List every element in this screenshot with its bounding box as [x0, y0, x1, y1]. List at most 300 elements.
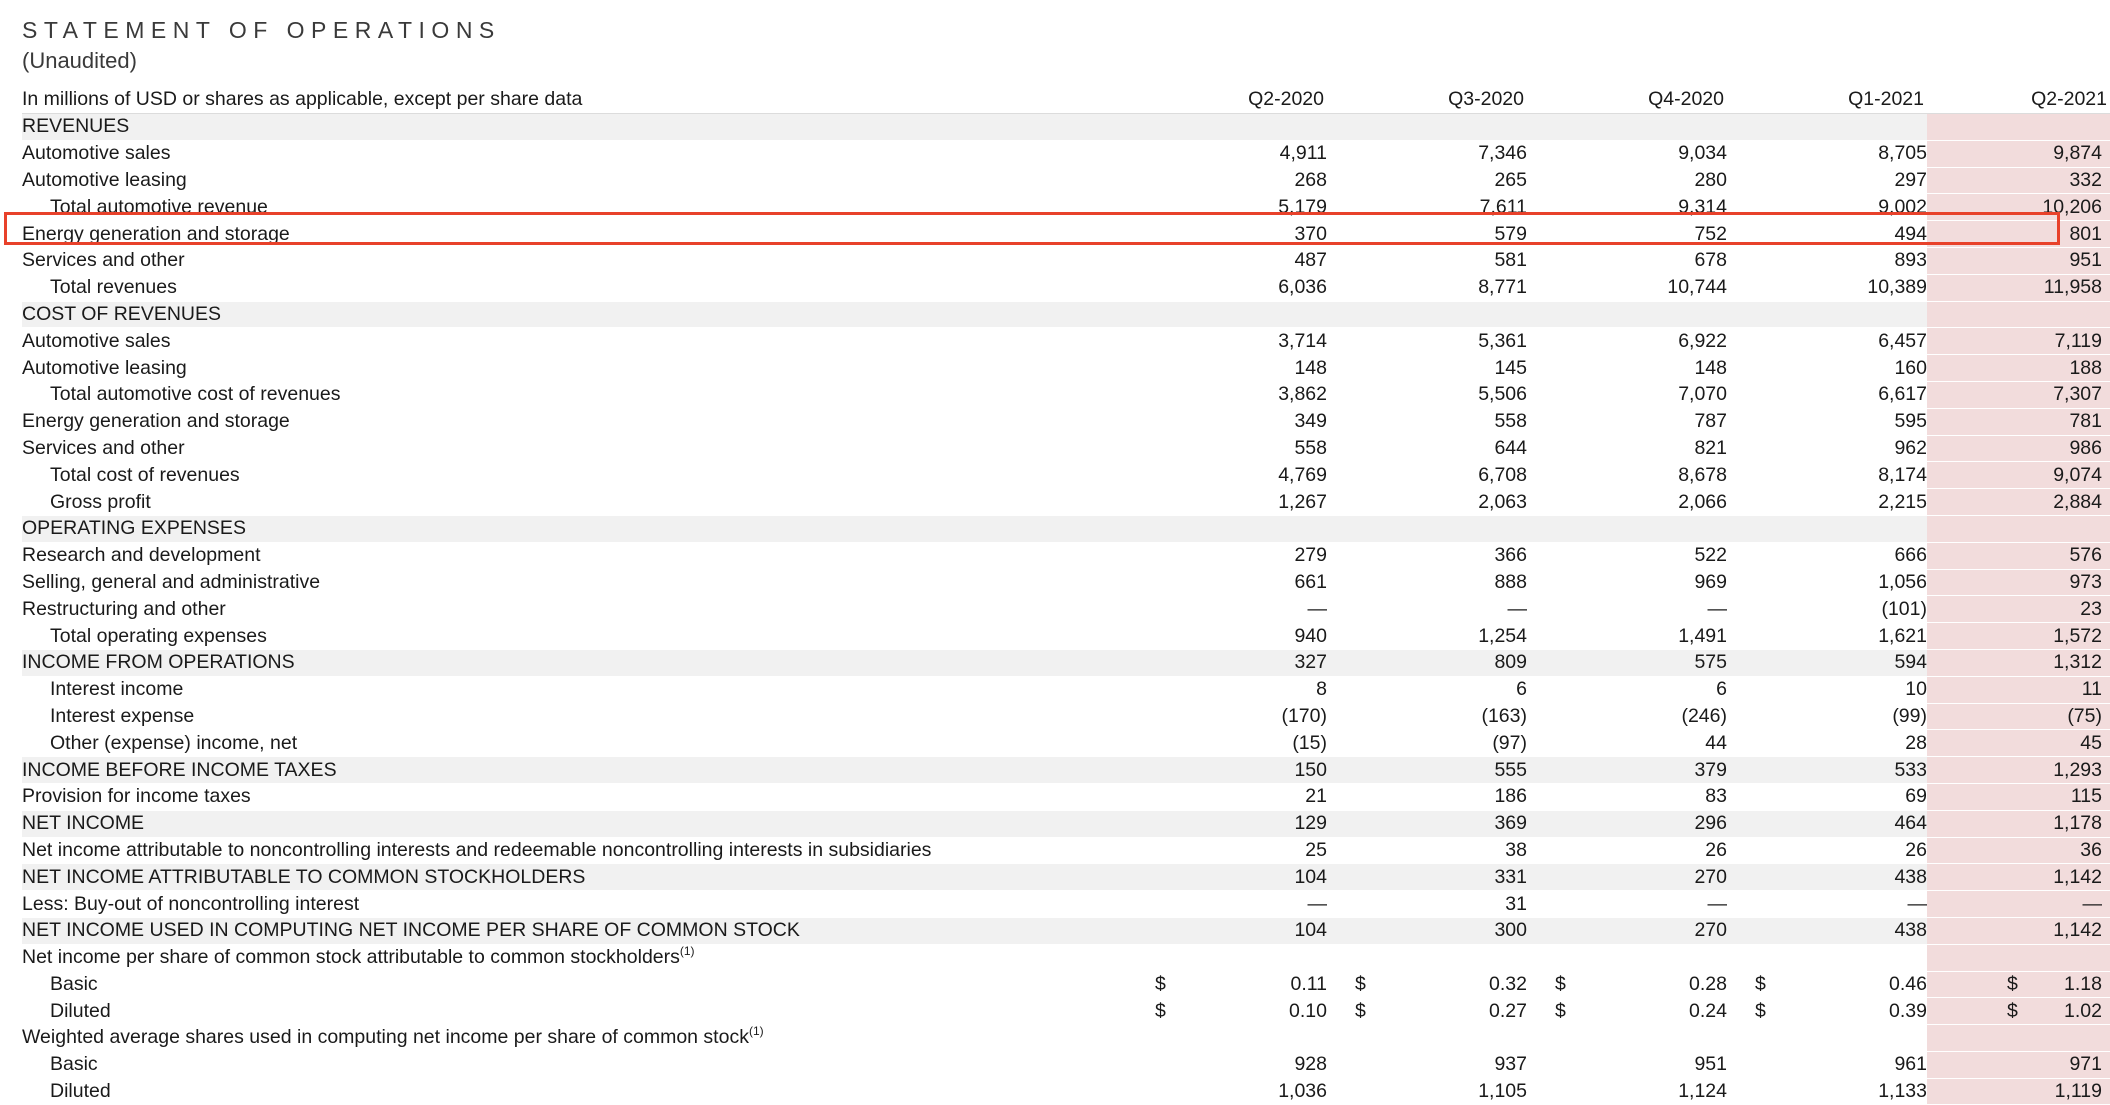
- row-label: [22, 917, 1127, 944]
- table-row: [22, 247, 2110, 274]
- row-label-text: Restructuring and other: [22, 597, 226, 620]
- cell-q2-2021: [1927, 194, 2110, 221]
- cell-q2-2020: [1127, 1051, 1327, 1078]
- currency-symbol: $: [1155, 999, 1166, 1022]
- cell-q2-2021: [1927, 810, 2110, 837]
- cell-value: (101): [1881, 597, 1927, 620]
- row-label-text: COST OF REVENUES: [22, 302, 222, 325]
- cell-value: 644: [1494, 436, 1527, 459]
- cell-q2-2020: [1127, 998, 1327, 1025]
- cell-value: 752: [1694, 222, 1727, 245]
- cell-q2-2020: [1127, 864, 1327, 891]
- cell-value: 25: [1305, 838, 1327, 861]
- footnote-marker: (1): [679, 944, 695, 959]
- cell-value: 331: [1494, 865, 1527, 888]
- cell-q4-2020: [1527, 515, 1727, 542]
- cell-q4-2020: [1527, 435, 1727, 462]
- cell-q3-2020: [1327, 221, 1527, 248]
- cell-q2-2021: [1927, 140, 2110, 167]
- cell-q2-2020: [1127, 810, 1327, 837]
- cell-value: 821: [1694, 436, 1727, 459]
- cell-value: 558: [1294, 436, 1327, 459]
- cell-q2-2020: [1127, 114, 1327, 141]
- row-label-text: Energy generation and storage: [22, 222, 290, 245]
- cell-value: 1,293: [2053, 758, 2102, 781]
- cell-q1-2021: [1727, 1078, 1927, 1105]
- cell-q2-2021: [1927, 783, 2110, 810]
- cell-value: 1,254: [1478, 624, 1527, 647]
- cell-value: 494: [1894, 222, 1927, 245]
- cell-q1-2021: [1727, 569, 1927, 596]
- row-label: [22, 703, 1127, 730]
- cell-q2-2021: [1927, 1078, 2110, 1105]
- row-label: [22, 462, 1127, 489]
- cell-q4-2020: [1527, 944, 1727, 971]
- cell-value: —: [1707, 892, 1727, 915]
- cell-value: 594: [1894, 651, 1927, 674]
- table-row: [22, 971, 2110, 998]
- cell-value: 8,174: [1878, 463, 1927, 486]
- cell-q4-2020: [1527, 917, 1727, 944]
- row-label: [22, 971, 1127, 998]
- cell-q2-2020: [1127, 649, 1327, 676]
- cell-q2-2021: [1927, 596, 2110, 623]
- cell-q1-2021: [1727, 194, 1927, 221]
- cell-value: 369: [1494, 812, 1527, 835]
- cell-value: 940: [1294, 624, 1327, 647]
- operations-table: [22, 86, 2110, 1105]
- currency-cell: [1927, 972, 2102, 997]
- cell-value: 438: [1894, 865, 1927, 888]
- statement-title: STATEMENT OF OPERATIONS: [22, 17, 501, 43]
- cell-q4-2020: [1527, 355, 1727, 382]
- cell-q2-2020: [1127, 489, 1327, 516]
- cell-value: (246): [1681, 704, 1727, 727]
- table-row: [22, 194, 2110, 221]
- cell-value: 0.24: [1689, 999, 1727, 1022]
- cell-q4-2020: [1527, 596, 1727, 623]
- table-row: [22, 1051, 2110, 1078]
- row-label-text: Weighted average shares used in computing net income per share of common stock: [22, 1026, 749, 1049]
- currency-symbol: $: [2007, 999, 2018, 1022]
- column-header-q1-2021: Q1-2021: [1727, 86, 1927, 114]
- cell-q3-2020: [1327, 917, 1527, 944]
- cell-q2-2021: [1927, 515, 2110, 542]
- cell-q4-2020: [1527, 167, 1727, 194]
- table-row: [22, 435, 2110, 462]
- row-label-text: Net income per share of common stock attributable to common stockholders: [22, 946, 680, 969]
- cell-value: 23: [2080, 597, 2102, 620]
- row-label-text: Research and development: [22, 544, 261, 567]
- cell-q1-2021: [1727, 328, 1927, 355]
- currency-cell: [1127, 972, 1327, 997]
- row-label: [22, 891, 1127, 918]
- row-label: [22, 810, 1127, 837]
- table-row: [22, 1078, 2110, 1105]
- statement-page: [22, 14, 2107, 1105]
- cell-q2-2020: [1127, 1025, 1327, 1052]
- cell-value: 781: [2069, 410, 2102, 433]
- cell-value: 83: [1705, 785, 1727, 808]
- currency-symbol: $: [1755, 972, 1766, 995]
- cell-q1-2021: [1727, 757, 1927, 784]
- cell-q1-2021: [1727, 1051, 1927, 1078]
- cell-value: 4,911: [1279, 142, 1327, 165]
- cell-q1-2021: [1727, 1025, 1927, 1052]
- table-row: [22, 649, 2110, 676]
- table-row: [22, 328, 2110, 355]
- table-row: [22, 944, 2110, 971]
- cell-value: 2,066: [1678, 490, 1727, 513]
- cell-q1-2021: [1727, 810, 1927, 837]
- cell-value: 1,133: [1878, 1080, 1927, 1103]
- table-row: [22, 783, 2110, 810]
- cell-q2-2020: [1127, 542, 1327, 569]
- table-row: [22, 569, 2110, 596]
- currency-symbol: $: [1755, 999, 1766, 1022]
- cell-q1-2021: [1727, 408, 1927, 435]
- table-row: [22, 998, 2110, 1025]
- cell-value: 522: [1694, 544, 1727, 567]
- column-header-q3-2020: Q3-2020: [1327, 86, 1527, 114]
- cell-q4-2020: [1527, 1078, 1727, 1105]
- row-label: [22, 328, 1127, 355]
- cell-value: 28: [1905, 731, 1927, 754]
- row-label-text: REVENUES: [22, 115, 130, 138]
- row-label: [22, 864, 1127, 891]
- currency-symbol: $: [1155, 972, 1166, 995]
- cell-q3-2020: [1327, 301, 1527, 328]
- row-label-text: Automotive leasing: [22, 168, 187, 191]
- cell-value: 0.32: [1489, 972, 1527, 995]
- table-row: [22, 140, 2110, 167]
- table-body: [22, 114, 2110, 1105]
- cell-q4-2020: [1527, 864, 1727, 891]
- cell-q3-2020: [1327, 140, 1527, 167]
- cell-value: 1,621: [1878, 624, 1927, 647]
- row-label: [22, 757, 1127, 784]
- cell-value: 270: [1694, 919, 1727, 942]
- row-label-text: Automotive leasing: [22, 356, 187, 379]
- row-label: [22, 274, 1127, 301]
- cell-value: 893: [1894, 249, 1927, 272]
- cell-q4-2020: [1527, 381, 1727, 408]
- cell-q4-2020: [1527, 489, 1727, 516]
- cell-value: 961: [1894, 1053, 1927, 1076]
- row-label: [22, 435, 1127, 462]
- cell-q4-2020: [1527, 676, 1727, 703]
- row-label: [22, 649, 1127, 676]
- cell-q3-2020: [1327, 944, 1527, 971]
- table-row: [22, 623, 2110, 650]
- cell-value: 0.28: [1689, 972, 1727, 995]
- cell-q1-2021: [1727, 837, 1927, 864]
- cell-q3-2020: [1327, 864, 1527, 891]
- currency-cell: [1727, 999, 1927, 1024]
- table-row: [22, 917, 2110, 944]
- cell-q3-2020: [1327, 274, 1527, 301]
- cell-value: 148: [1294, 356, 1327, 379]
- cell-q2-2021: [1927, 971, 2110, 998]
- cell-value: 349: [1294, 410, 1327, 433]
- cell-value: 928: [1294, 1053, 1327, 1076]
- table-row: [22, 891, 2110, 918]
- cell-value: 1.02: [2064, 999, 2102, 1022]
- cell-value: 4,769: [1278, 463, 1327, 486]
- column-header-q2-2020: Q2-2020: [1127, 86, 1327, 114]
- cell-q4-2020: [1527, 757, 1727, 784]
- cell-value: (163): [1481, 704, 1527, 727]
- cell-q1-2021: [1727, 301, 1927, 328]
- cell-q3-2020: [1327, 810, 1527, 837]
- row-label: [22, 1051, 1127, 1078]
- cell-value: 9,074: [2053, 463, 2102, 486]
- cell-value: 45: [2080, 731, 2102, 754]
- cell-q2-2020: [1127, 783, 1327, 810]
- cell-value: 270: [1694, 865, 1727, 888]
- row-label: [22, 944, 1127, 971]
- cell-q2-2021: [1927, 274, 2110, 301]
- cell-q3-2020: [1327, 623, 1527, 650]
- cell-q3-2020: [1327, 971, 1527, 998]
- cell-q3-2020: [1327, 247, 1527, 274]
- row-label: [22, 569, 1127, 596]
- cell-value: —: [1507, 597, 1527, 620]
- row-label-text: Total operating expenses: [50, 624, 267, 647]
- cell-value: 575: [1694, 651, 1727, 674]
- cell-value: 801: [2069, 222, 2102, 245]
- cell-q1-2021: [1727, 542, 1927, 569]
- cell-value: 969: [1694, 570, 1727, 593]
- cell-value: 160: [1894, 356, 1927, 379]
- currency-symbol: $: [1555, 972, 1566, 995]
- cell-q4-2020: [1527, 569, 1727, 596]
- cell-value: 1,312: [2053, 651, 2102, 674]
- cell-q2-2021: [1927, 917, 2110, 944]
- currency-cell: [1327, 999, 1527, 1024]
- cell-q1-2021: [1727, 703, 1927, 730]
- cell-value: 148: [1694, 356, 1727, 379]
- cell-q2-2020: [1127, 623, 1327, 650]
- table-row: [22, 676, 2110, 703]
- cell-q2-2020: [1127, 917, 1327, 944]
- cell-q2-2021: [1927, 703, 2110, 730]
- cell-q3-2020: [1327, 596, 1527, 623]
- cell-value: 10,206: [2042, 195, 2102, 218]
- row-label-text: Basic: [50, 1053, 98, 1076]
- cell-value: 6: [1716, 678, 1727, 701]
- cell-q3-2020: [1327, 194, 1527, 221]
- row-label-text: Selling, general and administrative: [22, 570, 321, 593]
- cell-value: 129: [1294, 812, 1327, 835]
- currency-cell: [1727, 972, 1927, 997]
- row-label: [22, 301, 1127, 328]
- row-label-text: Interest income: [50, 678, 184, 701]
- cell-value: 576: [2069, 544, 2102, 567]
- cell-value: —: [2082, 892, 2102, 915]
- cell-value: 3,714: [1278, 329, 1327, 352]
- cell-q4-2020: [1527, 114, 1727, 141]
- cell-value: 487: [1294, 249, 1327, 272]
- cell-value: 971: [2069, 1053, 2102, 1076]
- cell-q1-2021: [1727, 167, 1927, 194]
- cell-q2-2020: [1127, 944, 1327, 971]
- cell-value: 8: [1316, 678, 1327, 701]
- cell-q4-2020: [1527, 837, 1727, 864]
- cell-q2-2021: [1927, 355, 2110, 382]
- cell-q2-2021: [1927, 998, 2110, 1025]
- cell-value: 5,179: [1278, 195, 1327, 218]
- cell-value: 555: [1494, 758, 1527, 781]
- cell-q4-2020: [1527, 194, 1727, 221]
- cell-q1-2021: [1727, 891, 1927, 918]
- cell-q3-2020: [1327, 114, 1527, 141]
- cell-q2-2020: [1127, 730, 1327, 757]
- cell-q2-2020: [1127, 703, 1327, 730]
- currency-symbol: $: [1555, 999, 1566, 1022]
- cell-q4-2020: [1527, 810, 1727, 837]
- cell-q3-2020: [1327, 837, 1527, 864]
- cell-q2-2020: [1127, 381, 1327, 408]
- table-row: [22, 1025, 2110, 1052]
- currency-cell: [1527, 999, 1727, 1024]
- cell-q1-2021: [1727, 864, 1927, 891]
- row-label: [22, 381, 1127, 408]
- cell-value: 44: [1705, 731, 1727, 754]
- cell-value: 2,884: [2053, 490, 2102, 513]
- cell-value: 9,314: [1678, 195, 1727, 218]
- cell-value: (99): [1892, 704, 1927, 727]
- row-label-text: Interest expense: [50, 704, 195, 727]
- cell-q2-2020: [1127, 408, 1327, 435]
- row-label: [22, 542, 1127, 569]
- cell-q3-2020: [1327, 1025, 1527, 1052]
- cell-value: 1,119: [2054, 1080, 2102, 1103]
- cell-value: 21: [1305, 785, 1327, 808]
- cell-q2-2020: [1127, 596, 1327, 623]
- row-label: [22, 1025, 1127, 1052]
- table-row: [22, 167, 2110, 194]
- currency-cell: [1327, 972, 1527, 997]
- cell-value: 8,705: [1878, 142, 1927, 165]
- currency-cell: [1927, 999, 2102, 1024]
- cell-value: 9,034: [1678, 142, 1727, 165]
- cell-value: 666: [1894, 544, 1927, 567]
- cell-q2-2021: [1927, 489, 2110, 516]
- cell-value: 0.27: [1489, 999, 1527, 1022]
- cell-q2-2021: [1927, 221, 2110, 248]
- currency-symbol: $: [2007, 972, 2018, 995]
- row-label: [22, 194, 1127, 221]
- cell-q2-2021: [1927, 435, 2110, 462]
- cell-value: 7,611: [1479, 195, 1527, 218]
- cell-q2-2021: [1927, 623, 2110, 650]
- cell-value: 9,874: [2053, 142, 2102, 165]
- cell-q1-2021: [1727, 381, 1927, 408]
- cell-q3-2020: [1327, 1078, 1527, 1105]
- cell-q1-2021: [1727, 114, 1927, 141]
- cell-q2-2020: [1127, 515, 1327, 542]
- table-row: [22, 703, 2110, 730]
- cell-q4-2020: [1527, 649, 1727, 676]
- cell-value: 0.39: [1889, 999, 1927, 1022]
- row-label: [22, 140, 1127, 167]
- cell-q2-2021: [1927, 864, 2110, 891]
- table-row: [22, 542, 2110, 569]
- row-label: [22, 247, 1127, 274]
- cell-q4-2020: [1527, 891, 1727, 918]
- cell-q4-2020: [1527, 971, 1727, 998]
- cell-value: 0.11: [1290, 972, 1327, 995]
- cell-value: 951: [1694, 1053, 1727, 1076]
- row-label-text: INCOME BEFORE INCOME TAXES: [22, 758, 337, 781]
- cell-q2-2020: [1127, 462, 1327, 489]
- cell-q3-2020: [1327, 569, 1527, 596]
- row-label: [22, 355, 1127, 382]
- table-row: [22, 489, 2110, 516]
- cell-q1-2021: [1727, 247, 1927, 274]
- cell-value: —: [1307, 892, 1327, 915]
- cell-q3-2020: [1327, 489, 1527, 516]
- cell-q3-2020: [1327, 408, 1527, 435]
- row-label-text: Total cost of revenues: [50, 463, 240, 486]
- cell-value: 579: [1494, 222, 1527, 245]
- row-label-text: Diluted: [50, 1080, 111, 1103]
- table-row: [22, 515, 2110, 542]
- cell-value: 265: [1494, 168, 1527, 191]
- cell-value: 438: [1894, 919, 1927, 942]
- cell-q2-2020: [1127, 757, 1327, 784]
- cell-q4-2020: [1527, 462, 1727, 489]
- cell-value: 332: [2069, 168, 2102, 191]
- cell-q2-2021: [1927, 114, 2110, 141]
- row-label: [22, 221, 1127, 248]
- cell-value: 6,617: [1878, 383, 1927, 406]
- cell-q2-2020: [1127, 274, 1327, 301]
- row-label-text: NET INCOME ATTRIBUTABLE TO COMMON STOCKHOLDERS: [22, 865, 586, 888]
- cell-q4-2020: [1527, 703, 1727, 730]
- cell-value: 297: [1894, 168, 1927, 191]
- cell-q3-2020: [1327, 328, 1527, 355]
- table-row: [22, 274, 2110, 301]
- cell-value: 595: [1894, 410, 1927, 433]
- cell-value: 1,105: [1478, 1080, 1527, 1103]
- cell-q4-2020: [1527, 542, 1727, 569]
- currency-cell: [1127, 999, 1327, 1024]
- cell-q1-2021: [1727, 730, 1927, 757]
- cell-q3-2020: [1327, 462, 1527, 489]
- table-row: [22, 408, 2110, 435]
- cell-value: 7,119: [2054, 329, 2102, 352]
- cell-q3-2020: [1327, 381, 1527, 408]
- cell-q2-2021: [1927, 730, 2110, 757]
- cell-q3-2020: [1327, 891, 1527, 918]
- cell-value: 8,678: [1678, 463, 1727, 486]
- row-label: [22, 489, 1127, 516]
- cell-q4-2020: [1527, 140, 1727, 167]
- cell-value: 7,070: [1678, 383, 1727, 406]
- cell-value: 986: [2069, 436, 2102, 459]
- cell-value: 36: [2080, 838, 2102, 861]
- cell-q1-2021: [1727, 971, 1927, 998]
- cell-value: 533: [1894, 758, 1927, 781]
- cell-q2-2021: [1927, 891, 2110, 918]
- cell-value: 5,361: [1478, 329, 1527, 352]
- units-label: In millions of USD or shares as applicable, except per share data: [22, 86, 1127, 114]
- table-row: [22, 114, 2110, 141]
- cell-q2-2020: [1127, 1078, 1327, 1105]
- row-label-text: NET INCOME: [22, 812, 145, 835]
